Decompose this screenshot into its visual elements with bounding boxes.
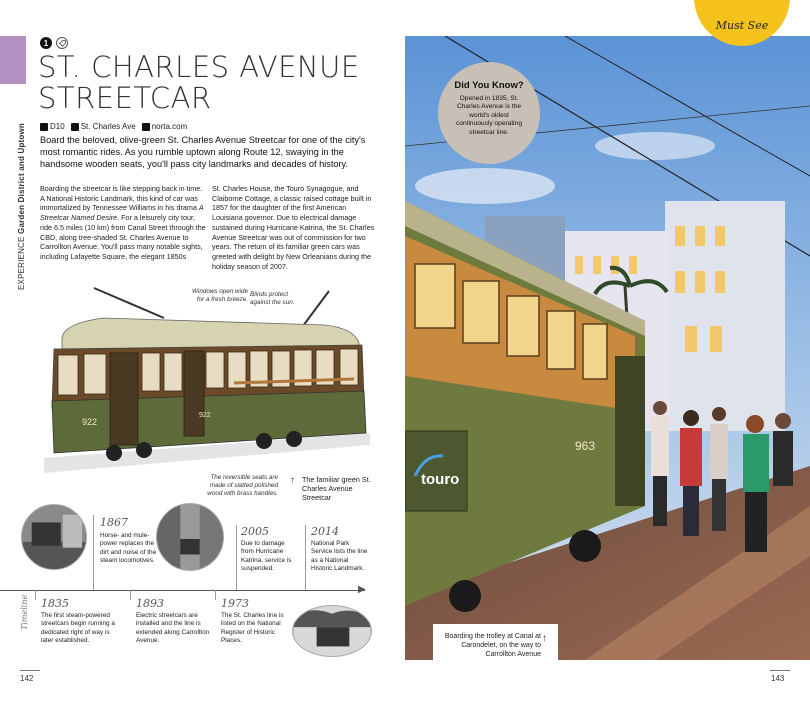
did-you-know-text: Opened in 1835, St. Charles Avenue is the world's oldest continuously operating streetcar line.	[456, 95, 522, 136]
svg-text:922: 922	[199, 412, 211, 419]
map-ref	[40, 122, 65, 131]
event-1867: Horse- and mule-power replaces the dirt and noise of the steam locomotives.	[100, 532, 157, 564]
event-2014: National Park Service lists the line as a National Historic Landmark.	[311, 540, 368, 572]
touro-text: touro	[421, 471, 460, 488]
body-text-1b: . For a leisurely city tour, ride 6.5 miles (10 km) from Canal Street through the CBD, along tree-shaded St. Charles Avenue to Carrollton Avenue. You'll pass many notable sights, including Lafayette Square, the elegant 1850s	[40, 213, 206, 261]
page-rule-left	[20, 670, 40, 671]
did-you-know-circle	[438, 62, 540, 164]
tick-1973	[215, 590, 216, 600]
entry-number: 1	[40, 37, 52, 49]
play-title: A Streetcar Named Desire	[40, 203, 204, 223]
tick-1893	[130, 590, 131, 600]
arrow-right-icon: ▶	[358, 584, 366, 595]
section-name: Garden District and Uptown	[17, 122, 26, 234]
year-1973: 1973	[221, 597, 249, 610]
tick-1867	[93, 515, 94, 590]
year-2005: 2005	[241, 525, 269, 538]
must-see-text: Must See	[715, 19, 769, 32]
body-column-2: St. Charles House, the Touro Synagogue, and Claiborne Cottage, a classic raised cottage built in 1857 for the daughter of the first American Louisiana governor. Due to electrical damage sustained during Hurricane Katrina, the St. Charles Avenue Streetcar was out of commission for two years. The return of its familiar green cars was greeted with delight by New Orleanians during the holiday season of 2007.	[212, 184, 375, 271]
year-1867: 1867	[100, 516, 128, 529]
photo-tram-number: 963	[575, 439, 596, 453]
meta-row	[40, 122, 187, 131]
section-label	[17, 123, 26, 290]
tram-number-label: 922	[82, 417, 98, 427]
event-1973: The St. Charles line is listed on the National Register of Historic Places.	[221, 612, 284, 644]
page-number-left: 142	[20, 674, 34, 683]
timeline-line	[0, 590, 365, 591]
event-1893: Electric streetcars are installed and the line is extended along Carrollton Avenue.	[136, 612, 210, 644]
tick-2005	[236, 525, 237, 590]
address-text: St. Charles Ave	[80, 122, 136, 131]
web-icon	[142, 123, 150, 131]
location-icon	[71, 123, 79, 131]
body-text-1a: Boarding the streetcar is like stepping back in time. A National Historic Landmark, this kind of car was immortalized by Tennessee Williams in his drama	[40, 184, 203, 213]
section-color-tab	[0, 36, 26, 84]
illustration-caption: The familiar green St. Charles Avenue Streetcar	[302, 475, 371, 502]
timeline-photo-1893	[156, 503, 224, 571]
windows-callout: Windows open wide for a fresh breeze.	[192, 288, 248, 303]
map-pin-icon	[40, 123, 48, 131]
website[interactable]	[142, 122, 188, 131]
year-1835: 1835	[41, 597, 69, 610]
year-1893: 1893	[136, 597, 164, 610]
event-2005: Due to damage from Hurricane Katrina, service is suspended.	[241, 540, 292, 572]
intro-paragraph: Board the beloved, olive-green St. Charles Avenue Streetcar for one of the city's most romantic rides. As you rumble uptown along Route 12, swaying in the handsome wooden seats, you'll pass city landmarks and decades of history.	[40, 135, 366, 169]
seats-callout: The reversible seats are made of slatted polished wood with brass handles.	[207, 474, 278, 497]
address	[71, 122, 136, 131]
page-title: ST. CHARLES AVENUE STREETCAR	[38, 50, 360, 115]
photo-caption: Boarding the trolley at Canal at Carondelet, on the way to Carrollton Avenue	[444, 633, 541, 658]
entry-icons	[40, 37, 68, 49]
up-arrow-icon: ↑	[542, 633, 547, 644]
website-text[interactable]: norta.com	[151, 122, 188, 131]
page-number-right: 143	[771, 674, 785, 683]
did-you-know-title: Did You Know?	[454, 80, 524, 91]
section-prefix: EXPERIENCE	[17, 236, 26, 290]
map-ref-text: D10	[50, 122, 65, 131]
timeline-photo-1973	[292, 605, 372, 657]
tag-icon	[56, 37, 68, 49]
page-rule-right	[770, 670, 790, 671]
timeline-label: Timeline	[20, 594, 29, 630]
body-column-1	[40, 184, 206, 262]
up-arrow-icon: ↑	[290, 475, 295, 486]
year-2014: 2014	[311, 525, 339, 538]
streetcar-illustration	[44, 283, 370, 483]
tick-2014	[305, 525, 306, 590]
timeline-photo-1835	[21, 504, 87, 570]
tick-1835	[35, 590, 36, 600]
blinds-callout: Blinds protect against the sun.	[250, 291, 295, 306]
event-1835: The first steam-powered streetcars begin running a dedicated right of way is later established.	[41, 612, 115, 644]
